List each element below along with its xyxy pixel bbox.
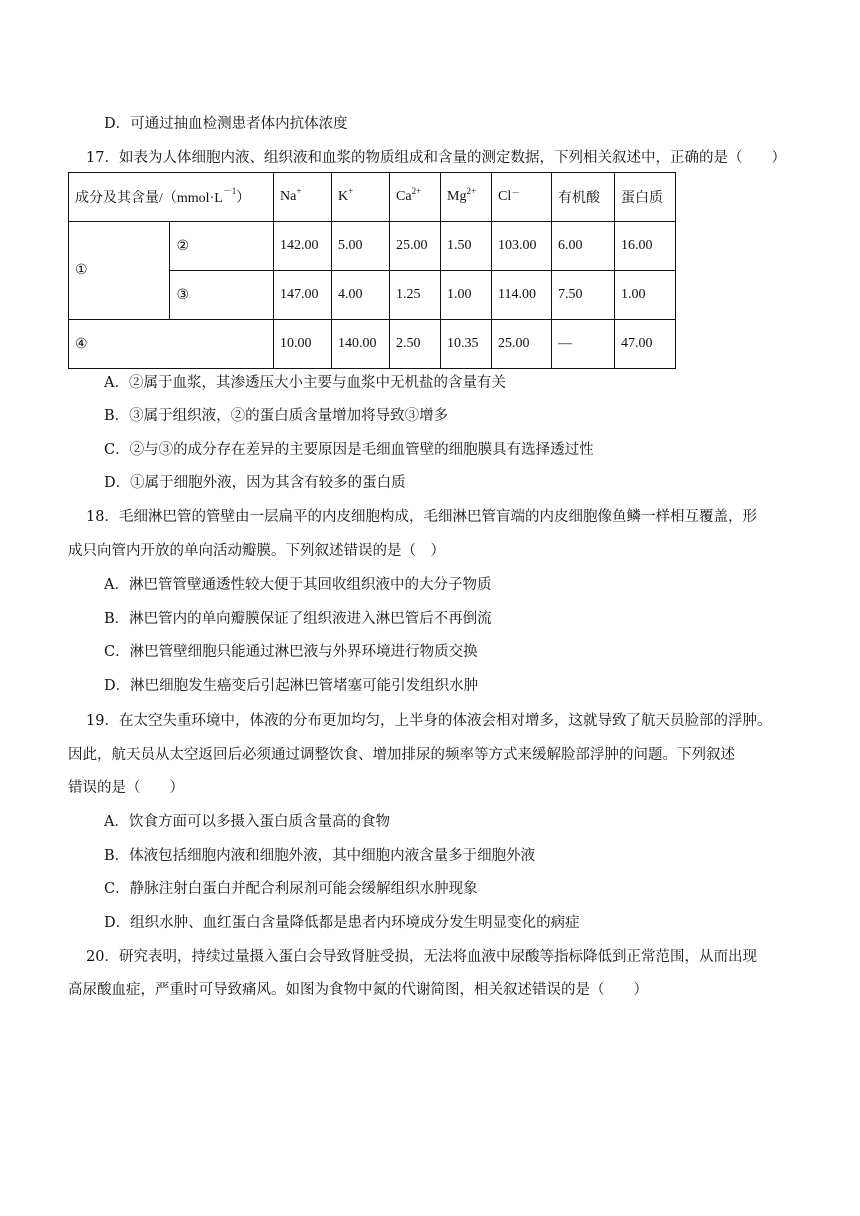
q19-option-b: B．体液包括细胞内液和细胞外液，其中细胞内液含量多于细胞外液 xyxy=(104,848,536,864)
q17-option-d: D．①属于细胞外液，因为其含有较多的蛋白质 xyxy=(104,475,406,491)
row-label-4: ④ xyxy=(69,320,274,369)
q19-stem-line2: 因此，航天员从太空返回后必须通过调整饮食、增加排尿的频率等方式来缓解脸部浮肿的问题。下列叙述 xyxy=(68,747,735,763)
q17-stem: 17．如表为人体细胞内液、组织液和血浆的物质组成和含量的测定数据，下列相关叙述中，正确的是（ ） xyxy=(86,150,786,166)
header-ca: $Ca^{2+}$ xyxy=(390,173,441,222)
header-protein: 蛋白质 xyxy=(615,173,676,222)
cell-organic-acid: — xyxy=(552,320,615,369)
cell-cl: 25.00 xyxy=(492,320,552,369)
q20-stem-line1: 20．研究表明，持续过量摄入蛋白会导致肾脏受损，无法将血液中尿酸等指标降低到正常范围，从而出现 xyxy=(86,949,757,965)
cell-cl: 103.00 xyxy=(492,222,552,271)
row-label-2: ② xyxy=(170,222,274,271)
q19-stem-line3: 错误的是（ ） xyxy=(68,780,184,796)
header-cl: Cl－ xyxy=(492,173,552,222)
row-label-3: ③ xyxy=(170,271,274,320)
cell-mg: 1.00 xyxy=(441,271,492,320)
q18-stem-line1: 18．毛细淋巴管的管壁由一层扁平的内皮细胞构成，毛细淋巴管盲端的内皮细胞像鱼鳞一样相互覆盖，形 xyxy=(86,509,757,525)
q18-stem-line2: 成只向管内开放的单向活动瓣膜。下列叙述错误的是（ ） xyxy=(68,543,445,559)
q17-option-b: B．③属于组织液，②的蛋白质含量增加将导致③增多 xyxy=(104,408,449,424)
cell-protein: 47.00 xyxy=(615,320,676,369)
q18-option-b: B．淋巴管内的单向瓣膜保证了组织液进入淋巴管后不再倒流 xyxy=(104,611,492,627)
cell-k: 140.00 xyxy=(332,320,390,369)
q17-option-a: A．②属于血浆，其渗透压大小主要与血浆中无机盐的含量有关 xyxy=(104,375,506,391)
cell-organic-acid: 6.00 xyxy=(552,222,615,271)
q19-stem-line1: 19．在太空失重环境中，体液的分布更加均匀，上半身的体液会相对增多，这就导致了航天员脸部的浮肿。 xyxy=(86,713,772,729)
q18-option-c: C．淋巴管壁细胞只能通过淋巴液与外界环境进行物质交换 xyxy=(104,644,478,660)
cell-mg: 10.35 xyxy=(441,320,492,369)
cell-k: 5.00 xyxy=(332,222,390,271)
group-label-1: ① xyxy=(69,222,170,320)
cell-k: 4.00 xyxy=(332,271,390,320)
cell-na: 142.00 xyxy=(274,222,332,271)
cell-cl: 114.00 xyxy=(492,271,552,320)
cell-protein: 16.00 xyxy=(615,222,676,271)
cell-protein: 1.00 xyxy=(615,271,676,320)
header-mg: $Mg^{2+}$ xyxy=(441,173,492,222)
cell-ca: 1.25 xyxy=(390,271,441,320)
q18-option-d: D．淋巴细胞发生癌变后引起淋巴管堵塞可能引发组织水肿 xyxy=(104,678,479,694)
header-k: K+ xyxy=(332,173,390,222)
q18-option-a: A．淋巴管管壁通透性较大便于其回收组织液中的大分子物质 xyxy=(104,577,492,593)
cell-ca: 25.00 xyxy=(390,222,441,271)
q20-stem-line2: 高尿酸血症，严重时可导致痛风。如图为食物中氮的代谢简图，相关叙述错误的是（ ） xyxy=(68,982,648,998)
q16-option-d: D．可通过抽血检测患者体内抗体浓度 xyxy=(104,116,348,132)
table-header-row xyxy=(69,173,676,222)
composition-table xyxy=(68,172,676,369)
cell-organic-acid: 7.50 xyxy=(552,271,615,320)
cell-na: 10.00 xyxy=(274,320,332,369)
q19-option-a: A．饮食方面可以多摄入蛋白质含量高的食物 xyxy=(104,814,390,830)
cell-na: 147.00 xyxy=(274,271,332,320)
q17-option-c: C．②与③的成分存在差异的主要原因是毛细血管壁的细胞膜具有选择透过性 xyxy=(104,442,594,458)
header-organic-acid: 有机酸 xyxy=(552,173,615,222)
cell-ca: 2.50 xyxy=(390,320,441,369)
q19-option-c: C．静脉注射白蛋白并配合利尿剂可能会缓解组织水肿现象 xyxy=(104,881,478,897)
table-row xyxy=(69,320,676,369)
cell-mg: 1.50 xyxy=(441,222,492,271)
q19-option-d: D．组织水肿、血红蛋白含量降低都是患者内环境成分发生明显变化的病症 xyxy=(104,915,580,931)
header-component-label: 成分及其含量$/(mmol\cdot L^{-1})$ xyxy=(69,173,274,222)
table-row xyxy=(69,222,676,271)
header-na: Na+ xyxy=(274,173,332,222)
